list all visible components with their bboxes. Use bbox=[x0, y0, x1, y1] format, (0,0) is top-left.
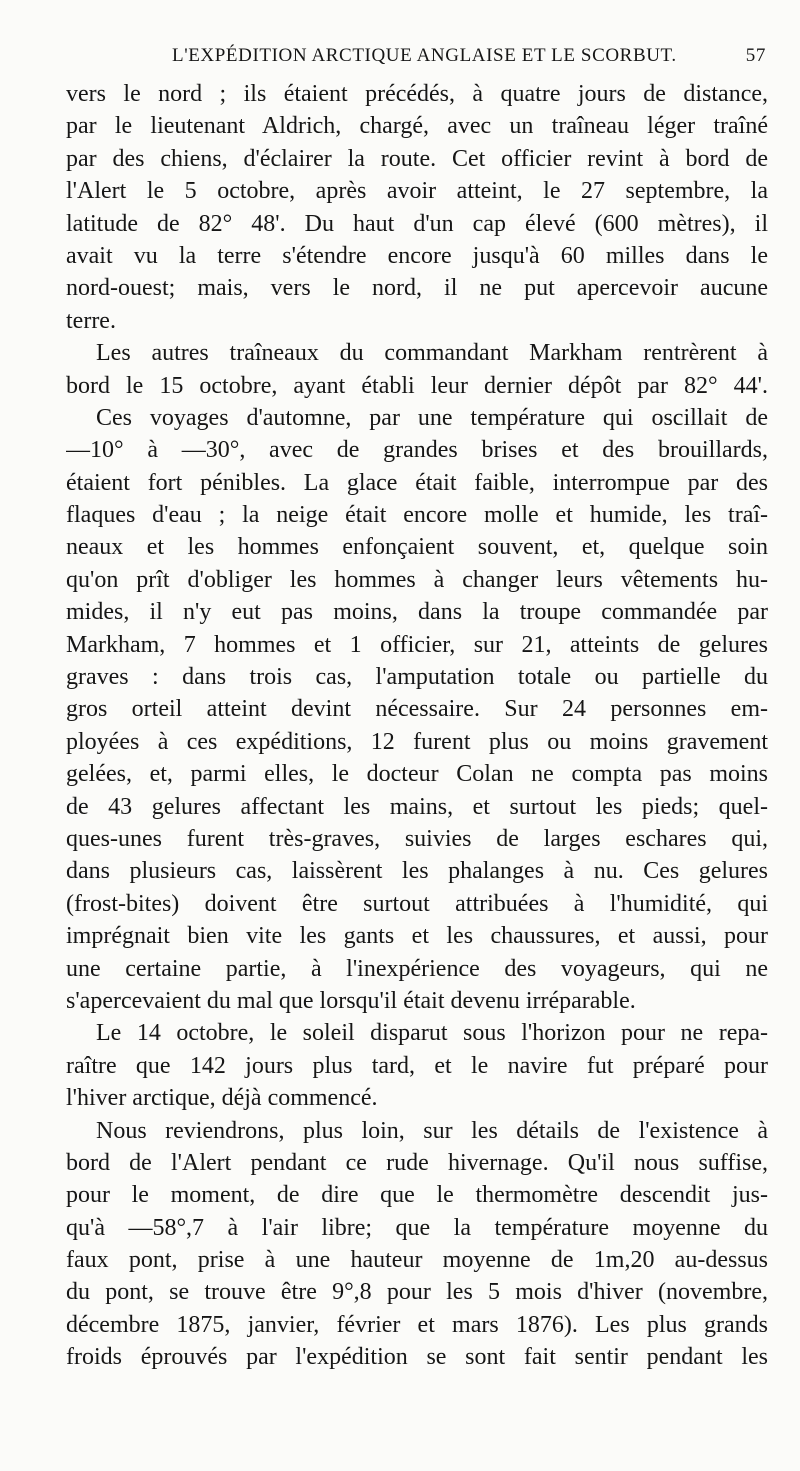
text-line: terre. bbox=[66, 307, 116, 334]
paragraph-start-line: Nous reviendrons, plus loin, sur les détails de l'existence à bbox=[96, 1117, 768, 1144]
text-line: neaux et les hommes enfonçaient souvent, et, quelque soin bbox=[66, 534, 768, 561]
text-line: bord le 15 octobre, ayant établi leur dernier dépôt par 82° 44'. bbox=[66, 372, 768, 399]
text-line: raître que 142 jours plus tard, et le navire fut préparé pour bbox=[66, 1052, 768, 1079]
text-line: graves : dans trois cas, l'amputation totale ou partielle du bbox=[66, 664, 768, 691]
text-line: gelées, et, parmi elles, le docteur Colan ne compta pas moins bbox=[66, 761, 768, 788]
text-line: froids éprouvés par l'expédition se sont fait sentir pendant les bbox=[66, 1344, 768, 1371]
text-line: (frost-bites) doivent être surtout attribuées à l'humidité, qui bbox=[66, 890, 768, 917]
text-line: l'Alert le 5 octobre, après avoir atteint, le 27 septembre, la bbox=[66, 178, 768, 205]
text-line: mides, il n'y eut pas moins, dans la troupe commandée par bbox=[66, 599, 768, 626]
text-line: qu'on prît d'obliger les hommes à changer leurs vêtements hu- bbox=[66, 566, 768, 593]
text-line: —10° à —30°, avec de grandes brises et des brouillards, bbox=[66, 437, 768, 464]
text-line: pour le moment, de dire que le thermomètre descendit jus- bbox=[66, 1182, 768, 1209]
text-line: ployées à ces expéditions, 12 furent plus ou moins gravement bbox=[66, 728, 768, 755]
text-line: l'hiver arctique, déjà commencé. bbox=[66, 1085, 378, 1112]
text-line: flaques d'eau ; la neige était encore molle et humide, les traî- bbox=[66, 502, 768, 529]
text-line: ques-unes furent très-graves, suivies de larges eschares qui, bbox=[66, 825, 768, 852]
text-line: s'apercevaient du mal que lorsqu'il était devenu irréparable. bbox=[66, 987, 636, 1014]
text-line: imprégnait bien vite les gants et les chaussures, et aussi, pour bbox=[66, 923, 768, 950]
text-line: Markham, 7 hommes et 1 officier, sur 21, atteints de gelures bbox=[66, 631, 768, 658]
running-title: L'EXPÉDITION ARCTIQUE ANGLAISE ET LE SCORBUT. bbox=[172, 45, 677, 66]
text-line: étaient fort pénibles. La glace était faible, interrompue par des bbox=[66, 469, 768, 496]
text-line: bord de l'Alert pendant ce rude hivernage. Qu'il nous suffise, bbox=[66, 1149, 768, 1176]
text-line: gros orteil atteint devint nécessaire. Sur 24 personnes em- bbox=[66, 696, 768, 723]
text-line: de 43 gelures affectant les mains, et surtout les pieds; quel- bbox=[66, 793, 768, 820]
text-line: vers le nord ; ils étaient précédés, à quatre jours de distance, bbox=[66, 81, 768, 107]
text-line: par le lieutenant Aldrich, chargé, avec un traîneau léger traîné bbox=[66, 113, 768, 140]
text-line: latitude de 82° 48'. Du haut d'un cap élevé (600 mètres), il bbox=[66, 210, 768, 237]
paragraph-start-line: Ces voyages d'automne, par une température qui oscillait de bbox=[96, 404, 768, 431]
text-line: nord-ouest; mais, vers le nord, il ne put apercevoir aucune bbox=[66, 275, 768, 302]
paragraph-start-line: Les autres traîneaux du commandant Markham rentrèrent à bbox=[96, 340, 768, 367]
text-line: dans plusieurs cas, laissèrent les phalanges à nu. Ces gelures bbox=[66, 858, 768, 885]
page-number: 57 bbox=[745, 45, 766, 66]
text-line: du pont, se trouve être 9°,8 pour les 5 mois d'hiver (novembre, bbox=[66, 1279, 768, 1306]
body-text bbox=[66, 78, 768, 1374]
text-line: décembre 1875, janvier, février et mars 1876). Les plus grands bbox=[66, 1311, 768, 1338]
text-line: par des chiens, d'éclairer la route. Cet officier revint à bord de bbox=[66, 145, 768, 172]
text-line: une certaine partie, à l'inexpérience des voyageurs, qui ne bbox=[66, 955, 768, 982]
text-line: avait vu la terre s'étendre encore jusqu'à 60 milles dans le bbox=[66, 242, 768, 269]
running-head bbox=[172, 44, 766, 68]
paragraph-start-line: Le 14 octobre, le soleil disparut sous l'horizon pour ne repa- bbox=[96, 1020, 768, 1047]
text-line: faux pont, prise à une hauteur moyenne de 1m,20 au-dessus bbox=[66, 1247, 768, 1274]
text-line: qu'à —58°,7 à l'air libre; que la température moyenne du bbox=[66, 1214, 768, 1241]
